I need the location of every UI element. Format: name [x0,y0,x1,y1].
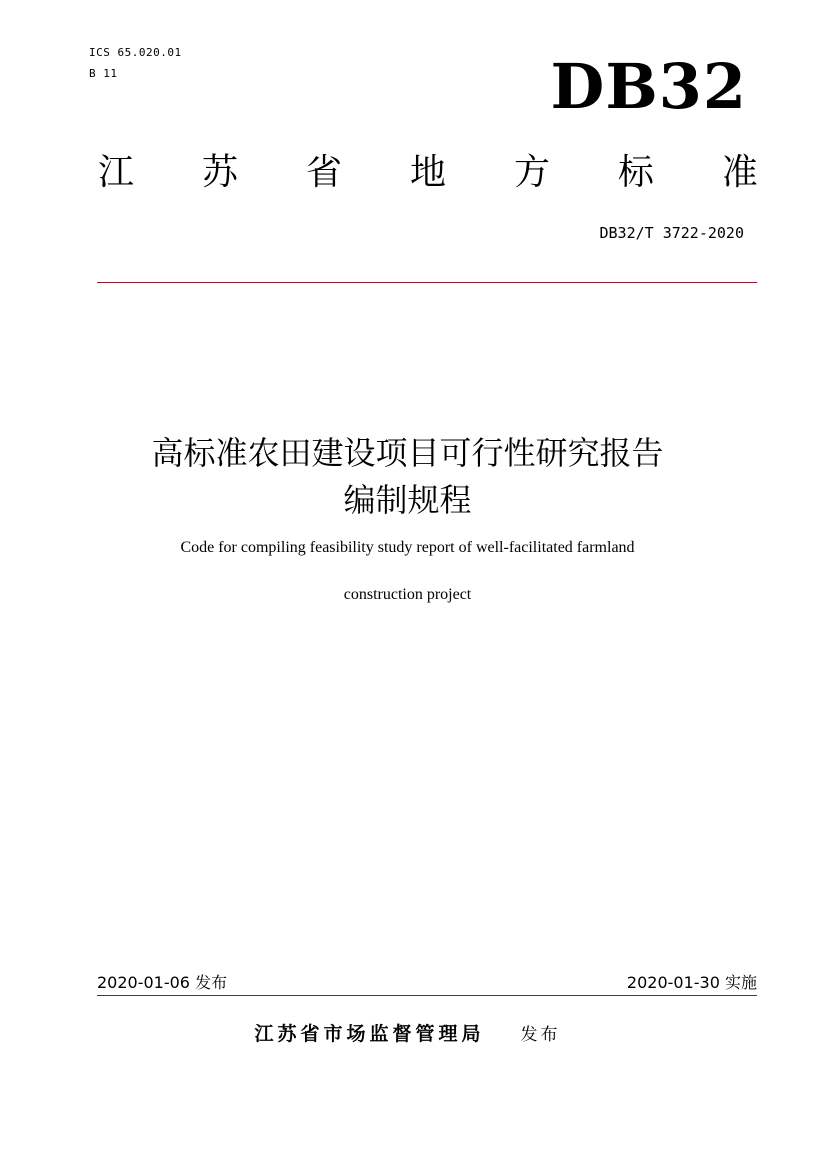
standard-type-char: 方 [513,152,550,193]
classification-codes [89,42,182,84]
standard-type-char: 江 [98,152,135,193]
ics-code: ICS 65.020.01 [89,46,182,59]
standard-type-char: 准 [721,152,758,193]
document-title-en [60,533,755,610]
issuing-organization: 江苏省市场监督管理局 [254,1023,485,1045]
title-en-line-2: construction project [343,586,472,603]
issue-date: 2020-01-06 发布 [97,973,228,992]
title-cn-line-1: 高标准农田建设项目可行性研究报告 [151,434,664,472]
bottom-divider [97,995,757,996]
title-en-line-1: Code for compiling feasibility study report of well-facilitated farmland [180,539,635,556]
ccs-code: B 11 [89,67,118,80]
standard-type-char: 地 [409,152,446,193]
issuer-line [0,1020,815,1049]
standard-logo: DB32 [550,50,747,123]
standard-type-char: 苏 [201,152,238,193]
implementation-date: 2020-01-30 实施 [626,973,757,992]
top-divider [97,282,757,283]
title-cn-line-2: 编制规程 [343,481,472,519]
standard-type-heading [98,150,758,196]
standard-type-char: 省 [305,152,342,193]
standard-type-char: 标 [617,152,654,193]
standard-number: DB32/T 3722-2020 [599,224,744,242]
document-title-cn [60,430,755,524]
issue-action: 发布 [520,1025,561,1045]
